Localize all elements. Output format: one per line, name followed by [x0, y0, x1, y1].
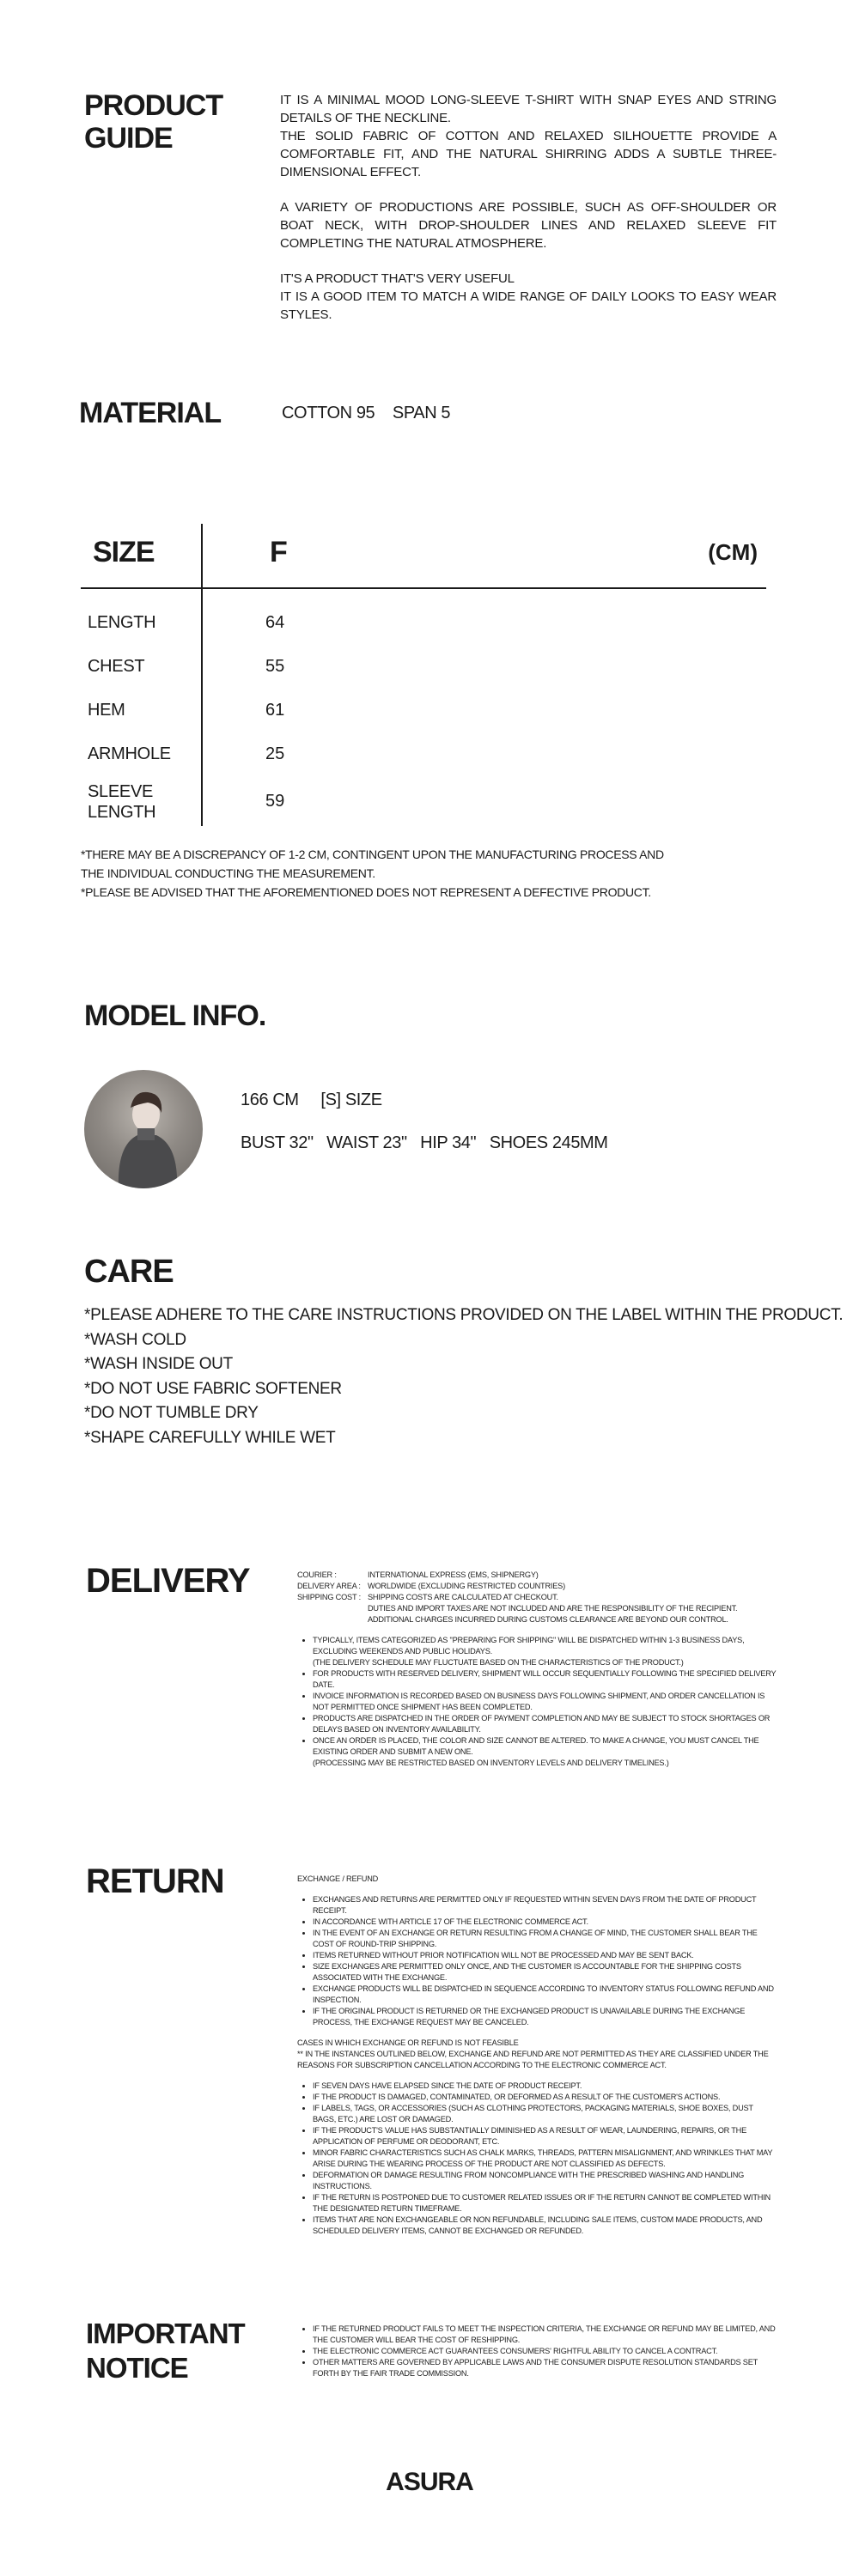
care-item: *DO NOT TUMBLE DRY [84, 1404, 259, 1422]
important-notice-info [297, 2324, 778, 2379]
return-title: RETURN [86, 1862, 224, 1900]
brand-logo: ASURA [386, 2468, 473, 2496]
model-info-title: MODEL INFO. [84, 999, 266, 1032]
notice-list [297, 2324, 778, 2379]
list-item: • IN THE EVENT OF AN EXCHANGE OR RETURN RESULTING FROM A CHANGE OF MIND, THE CUSTOMER SHALL BEAR THE COST OF ROUND-TRIP SHIPPING. [313, 1928, 778, 1950]
delivery-title: DELIVERY [86, 1562, 250, 1600]
size-title: SIZE [93, 536, 155, 568]
care-item: *WASH INSIDE OUT [84, 1355, 233, 1373]
list-item: • IF THE PRODUCT'S VALUE HAS SUBSTANTIALLY DIMINISHED AS A RESULT OF WEAR, LAUNDERING, REPAIRS, OR THE APPLICATION OF PERFUME OR DEODORANT, ETC. [313, 2125, 778, 2148]
return-info: EXCHANGE / REFUND • EXCHANGES AND RETURNS ARE PERMITTED ONLY IF REQUESTED WITHIN SEVEN DAYS FROM THE DATE OF PRODUCT RECEIPT. • IN ACCORDANCE WITH ARTICLE 17 OF THE ELECTRONIC COMMERCE ACT. • IN THE EVENT OF AN EXCHANGE OR RETURN RESULTING FROM A CHANGE OF MIND, THE CUSTOMER SHALL BEAR THE COST OF ROUND-TRIP SHIPPING. • ITEMS RETURNED WITHOUT PRIOR NOTIFICATION WILL NOT BE PROCESSED AND MAY BE SENT BACK. • SIZE EXCHANGES ARE PERMITTED ONLY ONCE, AND THE CUSTOMER IS ACCOUNTABLE FOR THE SHIPPING COSTS ASSOCIATED WITH THE EXCHANGE. • EXCHANGE PRODUCTS WILL BE DISPATCHED IN SEQUENCE ACCORDING TO INVENTORY STATUS FOLLOWING REFUND AND INSPECTION. • IF THE ORIGINAL PRODUCT IS RETURNED OR THE EXCHANGED PRODUCT IS UNAVAILABLE DURING THE EXCHANGE PROCESS, THE EXCHANGE REQUEST MAY BE CANCELED. CASES IN WHICH EXCHANGE OR REFUND IS NOT FEASIBLE ** IN THE INSTANCES OUTLINED BELOW, EXCHANGE AND REFUND ARE NOT PERMITTED AS THEY ARE CLASSIFIED UNDER THE REASONS FOR SUBSCRIPTION CANCELLATION ACCORDING TO THE ELECTRONIC COMMERCE ACT. • IF SEVEN DAYS HAVE ELAPSED SINCE THE DATE OF PRODUCT RECEIPT. • IF THE PRODUCT IS DAMAGED, CONTAMINATED, OR DEFORMED AS A RESULT OF THE CUSTOMER'S ACTIONS. • IF LABELS, TAGS, OR ACCESSORIES (SUCH AS CLOTHING PROTECTORS, PACKAGING MATERIALS, SHOE BOXES, DUST BAGS, ETC.) ARE LOST OR DAMAGED. • IF THE PRODUCT'S VALUE HAS SUBSTANTIALLY DIMINISHED AS A RESULT OF WEAR, LAUNDERING, REPAIRS, OR THE APPLICATION OF PERFUME OR DEODORANT, ETC. • MINOR FABRIC CHARACTERISTICS SUCH AS CHALK MARKS, THREADS, PATTERN MISALIGNMENT, AND WRINKLES THAT MAY ARISE DURING THE WEARING PROCESS OF THE PRODUCT ARE NOT CLASSIFIED AS DEFECTS. • DEFORMATION OR DAMAGE RESULTING FROM NONCOMPLIANCE WITH THE PRESCRIBED WASHING AND HANDLING INSTRUCTIONS. • IF THE RETURN IS POSTPONED DUE TO CUSTOMER RELATED ISSUES OR IF THE RETURN CANNOT BE COMPLETED WITHIN THE DESIGNATED RETURN TIMEFRAME. • ITEMS THAT ARE NON EXCHANGEABLE OR NON REFUNDABLE, INCLUDING SALE ITEMS, CUSTOM MADE PRODUCTS, AND SCHEDULED DELIVERY ITEMS, CANNOT BE EXCHANGED OR REFUNDED. [297, 1874, 778, 2237]
size-notes: *THERE MAY BE A DISCREPANCY OF 1-2 CM, CONTINGENT UPON THE MANUFACTURING PROCESS AND THE INDIVIDUAL CONDUCTING THE MEASUREMENT. *PLEASE BE ADVISED THAT THE AFOREMENTIONED DOES NOT REPRESENT A DEFECTIVE PRODUCT. [81, 848, 664, 899]
list-item: • INVOICE INFORMATION IS RECORDED BASED ON BUSINESS DAYS FOLLOWING SHIPMENT, AND ORDER CANCELLATION IS NOT PERMITTED ONCE SHIPMENT HAS BEEN COMPLETED. [313, 1691, 778, 1713]
care-item: *WASH COLD [84, 1330, 186, 1349]
care-item: *PLEASE ADHERE TO THE CARE INSTRUCTIONS PROVIDED ON THE LABEL WITHIN THE PRODUCT. [84, 1306, 844, 1324]
size-row-chest: CHEST 55 [88, 657, 285, 676]
delivery-info: COURIER : INTERNATIONAL EXPRESS (EMS, SHIPNERGY) DELIVERY AREA : WORLDWIDE (EXCLUDING RESTRICTED COUNTRIES) SHIPPING COST : SHIPPING COSTS ARE CALCULATED AT CHECKOUT. DUTIES AND IMPORT TAXES ARE NOT INCLUDED AND ARE THE RESPONSIBILITY OF THE RECIPIENT. ADDITIONAL CHARGES INCURRED DURING CUSTOMS CLEARANCE ARE BEYOND OUR CONTROL. • TYPICALLY, ITEMS CATEGORIZED AS "PREPARING FOR SHIPPING" WILL BE DISPATCHED WITHIN 1-3 BUSINESS DAYS, EXCLUDING WEEKENDS AND PUBLIC HOLIDAYS. (THE DELIVERY SCHEDULE MAY FLUCTUATE BASED ON THE CHARACTERISTICS OF THE PRODUCT.) • FOR PRODUCTS WITH RESERVED DELIVERY, SHIPMENT WILL OCCUR SEQUENTIALLY FOLLOWING THE SPECIFIED DELIVERY DATE. • INVOICE INFORMATION IS RECORDED BASED ON BUSINESS DAYS FOLLOWING SHIPMENT, AND ORDER CANCELLATION IS NOT PERMITTED ONCE SHIPMENT HAS BEEN COMPLETED. • PRODUCTS ARE DISPATCHED IN THE ORDER OF PAYMENT COMPLETION AND MAY BE SUBJECT TO STOCK SHORTAGES OR DELAYS BASED ON INVENTORY AVAILABILITY. • ONCE AN ORDER IS PLACED, THE COLOR AND SIZE CANNOT BE ALTERED. TO MAKE A CHANGE, YOU MUST CANCEL THE EXISTING ORDER AND SUBMIT A NEW ONE. (PROCESSING MAY BE RESTRICTED BASED ON INVENTORY LEVELS AND DELIVERY TIMELINES.) [297, 1570, 778, 1769]
model-measurements: BUST 32" WAIST 23" HIP 34" SHOES 245MM [241, 1133, 608, 1152]
list-item: • ONCE AN ORDER IS PLACED, THE COLOR AND SIZE CANNOT BE ALTERED. TO MAKE A CHANGE, YOU MUST CANCEL THE EXISTING ORDER AND SUBMIT A NEW ONE. (PROCESSING MAY BE RESTRICTED BASED ON INVENTORY LEVELS AND DELIVERY TIMELINES.) [313, 1735, 778, 1769]
list-item: • IF LABELS, TAGS, OR ACCESSORIES (SUCH AS CLOTHING PROTECTORS, PACKAGING MATERIALS, SHOE BOXES, DUST BAGS, ETC.) ARE LOST OR DAMAGED. [313, 2103, 778, 2125]
list-item: • ITEMS RETURNED WITHOUT PRIOR NOTIFICATION WILL NOT BE PROCESSED AND MAY BE SENT BACK. [313, 1950, 778, 1961]
care-instructions [84, 1303, 844, 1450]
model-height-size: 166 CM [S] SIZE [241, 1091, 382, 1109]
important-notice-title: IMPORTANT NOTICE [86, 2318, 245, 2384]
material-title: MATERIAL [79, 397, 222, 429]
list-item: • EXCHANGE PRODUCTS WILL BE DISPATCHED IN SEQUENCE ACCORDING TO INVENTORY STATUS FOLLOWING REFUND AND INSPECTION. [313, 1984, 778, 2006]
size-row-length: LENGTH 64 [88, 613, 285, 632]
model-photo-icon [84, 1070, 203, 1188]
list-item: • FOR PRODUCTS WITH RESERVED DELIVERY, SHIPMENT WILL OCCUR SEQUENTIALLY FOLLOWING THE SPECIFIED DELIVERY DATE. [313, 1668, 778, 1691]
list-item: • THE ELECTRONIC COMMERCE ACT GUARANTEES CONSUMERS' RIGHTFUL ABILITY TO CANCEL A CONTRACT. [313, 2346, 778, 2357]
delivery-list [297, 1635, 778, 1769]
size-row-armhole: ARMHOLE 25 [88, 744, 285, 763]
product-guide-description: IT IS A MINIMAL MOOD LONG-SLEEVE T-SHIRT WITH SNAP EYES AND STRING DETAILS OF THE NECKLINE. THE SOLID FABRIC OF COTTON AND RELAXED SILHOUETTE PROVIDE A COMFORTABLE FIT, AND THE NATURAL SHIRRING ADDS A SUBTLE THREE-DIMENSIONAL EFFECT. A VARIETY OF PRODUCTIONS ARE POSSIBLE, SUCH AS OFF-SHOULDER OR BOAT NECK, WITH DROP-SHOULDER LINES AND RELAXED SLEEVE FIT COMPLETING THE NATURAL ATMOSPHERE. IT'S A PRODUCT THAT'S VERY USEFUL IT IS A GOOD ITEM TO MATCH A WIDE RANGE OF DAILY LOOKS TO EASY WEAR STYLES. [280, 93, 777, 322]
size-row-sleeve-length: SLEEVE LENGTH 59 [88, 782, 285, 822]
material-value: COTTON 95 SPAN 5 [282, 404, 451, 422]
care-title: CARE [84, 1254, 174, 1290]
list-item: • OTHER MATTERS ARE GOVERNED BY APPLICABLE LAWS AND THE CONSUMER DISPUTE RESOLUTION STANDARDS SET FORTH BY THE FAIR TRADE COMMISSION. [313, 2357, 778, 2379]
size-table-header [81, 524, 766, 589]
list-item: • IN ACCORDANCE WITH ARTICLE 17 OF THE ELECTRONIC COMMERCE ACT. [313, 1917, 778, 1928]
size-table [81, 524, 766, 824]
list-item: • IF THE RETURN IS POSTPONED DUE TO CUSTOMER RELATED ISSUES OR IF THE RETURN CANNOT BE COMPLETED WITHIN THE DESIGNATED RETURN TIMEFRAME. [313, 2192, 778, 2215]
list-item: • IF THE RETURNED PRODUCT FAILS TO MEET THE INSPECTION CRITERIA, THE EXCHANGE OR REFUND MAY BE LIMITED, AND THE CUSTOMER WILL BEAR THE COST OF RESHIPPING. [313, 2324, 778, 2346]
list-item: • ITEMS THAT ARE NON EXCHANGEABLE OR NON REFUNDABLE, INCLUDING SALE ITEMS, CUSTOM MADE PRODUCTS, AND SCHEDULED DELIVERY ITEMS, CANNOT BE EXCHANGED OR REFUNDED. [313, 2215, 778, 2237]
size-row-hem: HEM 61 [88, 701, 285, 720]
size-unit: (CM) [708, 539, 758, 565]
list-item: • MINOR FABRIC CHARACTERISTICS SUCH AS CHALK MARKS, THREADS, PATTERN MISALIGNMENT, AND WRINKLES THAT MAY ARISE DURING THE WEARING PROCESS OF THE PRODUCT ARE NOT CLASSIFIED AS DEFECTS. [313, 2148, 778, 2170]
list-item: • IF SEVEN DAYS HAVE ELAPSED SINCE THE DATE OF PRODUCT RECEIPT. [313, 2081, 778, 2092]
list-item: • DEFORMATION OR DAMAGE RESULTING FROM NONCOMPLIANCE WITH THE PRESCRIBED WASHING AND HANDLING INSTRUCTIONS. [313, 2170, 778, 2192]
model-avatar [84, 1070, 203, 1188]
list-item: • TYPICALLY, ITEMS CATEGORIZED AS "PREPARING FOR SHIPPING" WILL BE DISPATCHED WITHIN 1-3 BUSINESS DAYS, EXCLUDING WEEKENDS AND PUBLIC HOLIDAYS. (THE DELIVERY SCHEDULE MAY FLUCTUATE BASED ON THE CHARACTERISTICS OF THE PRODUCT.) [313, 1635, 778, 1668]
list-item: • EXCHANGES AND RETURNS ARE PERMITTED ONLY IF REQUESTED WITHIN SEVEN DAYS FROM THE DATE OF PRODUCT RECEIPT. [313, 1894, 778, 1917]
return-list [297, 1894, 778, 2028]
product-guide-title: PRODUCT GUIDE [84, 89, 223, 155]
care-item: *DO NOT USE FABRIC SOFTENER [84, 1379, 342, 1398]
non-refundable-list [297, 2081, 778, 2237]
list-item: • SIZE EXCHANGES ARE PERMITTED ONLY ONCE, AND THE CUSTOMER IS ACCOUNTABLE FOR THE SHIPPING COSTS ASSOCIATED WITH THE EXCHANGE. [313, 1961, 778, 1984]
list-item: • IF THE PRODUCT IS DAMAGED, CONTAMINATED, OR DEFORMED AS A RESULT OF THE CUSTOMER'S ACTIONS. [313, 2092, 778, 2103]
list-item: • PRODUCTS ARE DISPATCHED IN THE ORDER OF PAYMENT COMPLETION AND MAY BE SUBJECT TO STOCK SHORTAGES OR DELAYS BASED ON INVENTORY AVAILABILITY. [313, 1713, 778, 1735]
care-item: *SHAPE CAREFULLY WHILE WET [84, 1428, 336, 1447]
size-column-f: F [270, 536, 288, 568]
list-item: • IF THE ORIGINAL PRODUCT IS RETURNED OR THE EXCHANGED PRODUCT IS UNAVAILABLE DURING THE EXCHANGE PROCESS, THE EXCHANGE REQUEST MAY BE CANCELED. [313, 2006, 778, 2028]
